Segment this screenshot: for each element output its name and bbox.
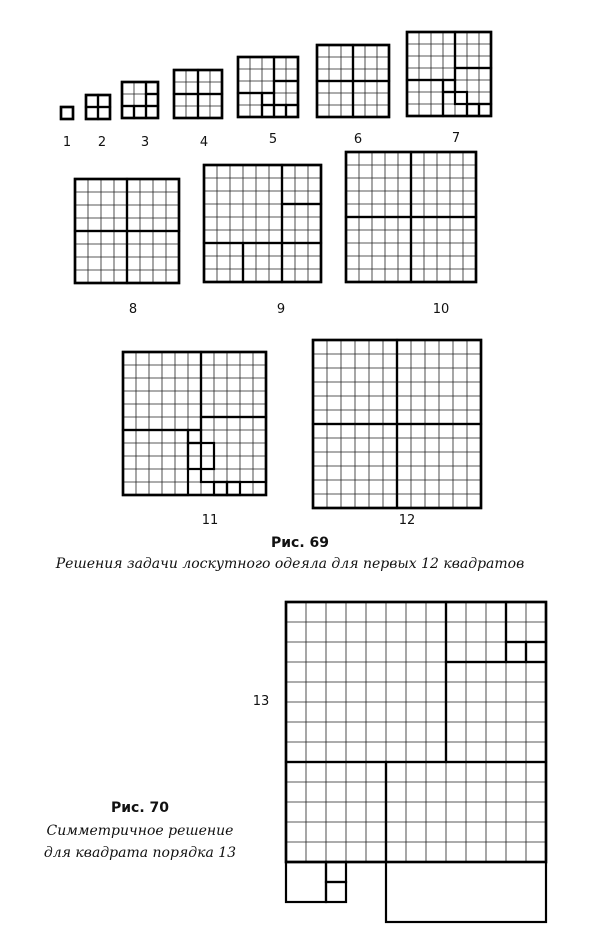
quilt-piece <box>317 45 353 81</box>
square-12 <box>313 340 481 528</box>
quilt-piece <box>134 106 146 118</box>
quilt-piece <box>282 204 321 243</box>
square-10 <box>346 152 476 317</box>
quilt-piece <box>353 81 389 117</box>
square-3 <box>122 82 158 150</box>
unit-grid <box>204 165 321 282</box>
pieces <box>61 107 73 119</box>
square-label: 9 <box>276 302 286 317</box>
quilt-piece <box>346 217 411 282</box>
quilt-piece <box>227 482 240 495</box>
quilt-piece <box>326 882 346 902</box>
quilt-piece <box>455 68 491 104</box>
quilt-piece <box>282 165 321 204</box>
quilt-piece <box>446 602 506 662</box>
quilt-piece <box>455 32 491 68</box>
square-7 <box>407 32 491 146</box>
pieces <box>86 95 110 119</box>
quilt-piece <box>317 81 353 117</box>
quilt-piece <box>86 107 98 119</box>
quilt-piece <box>123 430 188 495</box>
square-border <box>123 352 266 495</box>
quilt-piece <box>238 57 274 93</box>
figure-70-caption-line-1: Симметричное решение <box>46 823 234 839</box>
quilt-piece <box>262 93 274 105</box>
square-label: 4 <box>199 135 209 150</box>
square-13 <box>253 602 546 922</box>
square-border <box>204 165 321 282</box>
quilt-piece <box>282 243 321 282</box>
square-label: 8 <box>128 302 138 317</box>
square-2 <box>86 95 110 150</box>
quilt-piece <box>188 430 201 443</box>
square-label: 10 <box>432 302 450 317</box>
quilt-piece <box>506 642 526 662</box>
square-label: 3 <box>140 135 150 150</box>
quilt-piece <box>286 862 326 902</box>
quilt-piece <box>204 243 243 282</box>
quilt-piece <box>98 95 110 107</box>
quilt-piece <box>98 107 110 119</box>
square-border <box>238 57 298 117</box>
pieces <box>174 70 222 118</box>
pieces <box>238 57 298 117</box>
pieces <box>317 45 389 117</box>
quilt-piece <box>467 104 479 116</box>
figure-69-title: Рис. 69 <box>270 535 330 551</box>
quilt-piece <box>274 105 286 117</box>
quilt-piece <box>407 80 443 116</box>
pieces <box>407 32 491 116</box>
square-8 <box>75 179 179 317</box>
quilt-piece <box>411 152 476 217</box>
pieces <box>286 602 546 922</box>
pieces <box>123 352 266 495</box>
square-11 <box>123 352 266 528</box>
quilt-piece <box>286 762 386 862</box>
quilt-piece <box>479 104 491 116</box>
square-label: 5 <box>268 132 278 147</box>
quilt-piece <box>201 352 266 417</box>
quilt-piece <box>326 862 346 882</box>
pieces <box>204 165 321 282</box>
quilt-piece <box>146 94 158 106</box>
square-label: 2 <box>97 135 107 150</box>
pieces <box>122 82 158 118</box>
pieces <box>346 152 476 282</box>
figure-69 <box>61 32 491 528</box>
figure-70-caption-line-2: для квадрата порядка 13 <box>43 845 237 861</box>
quilt-piece <box>526 642 546 662</box>
square-border <box>122 82 158 118</box>
quilt-piece <box>146 82 158 94</box>
quilt-piece <box>353 45 389 81</box>
quilt-piece <box>61 107 73 119</box>
square-label: 12 <box>398 513 416 528</box>
square-4 <box>174 70 222 150</box>
figure-70 <box>253 602 546 922</box>
figure-70-title: Рис. 70 <box>110 800 170 816</box>
square-label: 7 <box>451 131 461 146</box>
quilt-piece <box>286 105 298 117</box>
quilt-piece <box>146 106 158 118</box>
figure-69-caption: Решения задачи лоскутного одеяла для первых 12 квадратов <box>55 556 525 572</box>
square-border <box>61 107 73 119</box>
square-5 <box>238 57 298 147</box>
square-1 <box>61 107 73 150</box>
quilt-piece <box>243 243 282 282</box>
pieces <box>313 340 481 508</box>
quilt-piece <box>122 106 134 118</box>
quilt-piece <box>411 217 476 282</box>
unit-grid <box>238 57 298 117</box>
quilt-piece <box>443 80 455 92</box>
square-6 <box>317 45 389 147</box>
square-label: 6 <box>353 132 363 147</box>
unit-grid <box>123 352 266 495</box>
quilt-piece <box>346 152 411 217</box>
quilt-piece <box>86 95 98 107</box>
square-label: 1 <box>62 135 72 150</box>
unit-grid <box>122 82 158 118</box>
quilt-piece <box>446 662 546 762</box>
square-label: 13 <box>252 694 270 709</box>
square-9 <box>204 165 321 317</box>
quilt-piece <box>214 482 227 495</box>
pieces <box>75 179 179 283</box>
quilt-piece <box>262 105 274 117</box>
square-label: 11 <box>201 513 219 528</box>
quilt-piece <box>201 417 266 482</box>
